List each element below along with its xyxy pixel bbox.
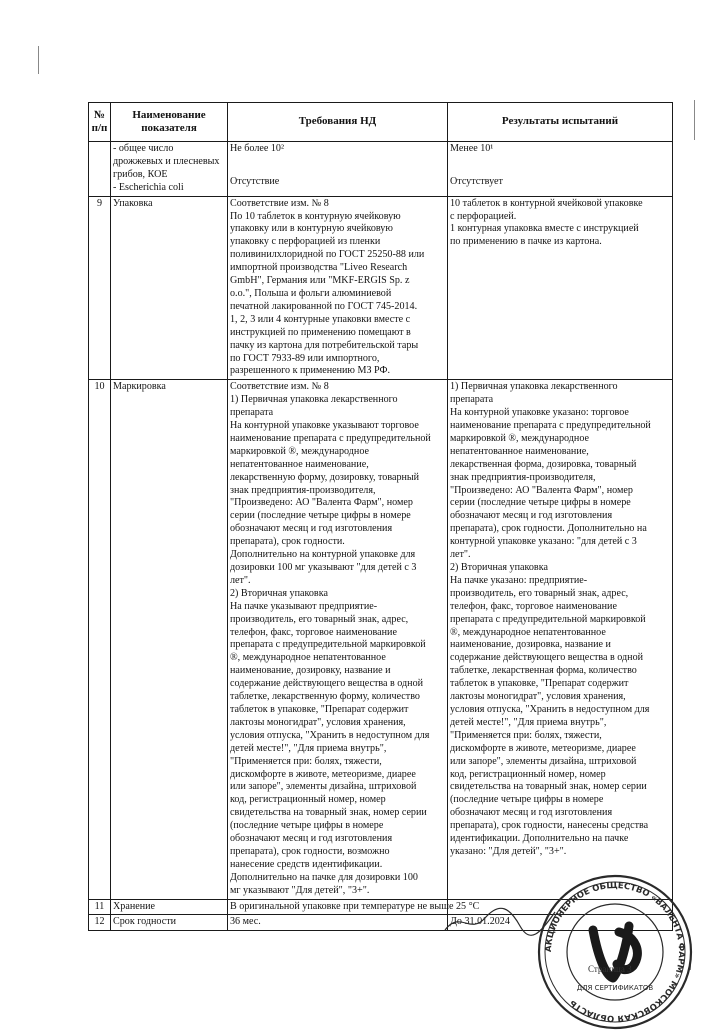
cell-line: наименование, дозировку, название и (230, 665, 391, 677)
indicator-name-cell (111, 196, 228, 380)
header-requirements: Требования НД (228, 103, 448, 142)
requirement-cell (228, 915, 448, 931)
cell-line: препарата с предупредительной маркировкой (450, 613, 646, 625)
cell-line: лактозы моногидрат", условия хранения, (230, 716, 406, 728)
cell-line: содержание действующего вещества в одной (450, 652, 644, 664)
cell-line: условия отпуска, "Хранить в недоступном для (230, 729, 430, 741)
cell-line: или запоре", элементы дизайна, штриховой (230, 781, 417, 793)
cell-line: "Произведено: АО "Валента Фарм", номер (450, 484, 633, 496)
table-body (89, 142, 673, 931)
cell-line: разрешенного к применению МЗ РФ. (230, 365, 390, 377)
row-number: 12 (89, 915, 111, 931)
cell-line: дрожжевых и плесневых (113, 155, 220, 167)
cell-line: "Применяется при: болях, тяжести, (230, 755, 382, 767)
cell-line: На контурной упаковке указывают торговое (230, 420, 419, 432)
cell-line: препарата с предупредительной маркировкой (230, 639, 426, 651)
cell-line: - общее число (113, 143, 174, 154)
cell-line: таблетке, лекарственная форма, количество (450, 665, 637, 677)
cell-line (230, 166, 445, 176)
requirement-cell (228, 142, 448, 197)
cell-line: свидетельства на товарный знак, номер серии (230, 807, 427, 819)
cell-line: наименование, дозировка, название и (450, 639, 611, 651)
row-number: 11 (89, 899, 111, 915)
cell-line: непатентованное наименование, (450, 445, 589, 457)
cell-line: серии (последние четыре цифры в номере (230, 510, 411, 522)
cell-line: условия отпуска, "Хранить в недоступном для (450, 703, 650, 715)
cell-line: обозначают месяц и год изготовления (230, 833, 393, 845)
cell-line: код, регистрационный номер, номер (230, 794, 386, 806)
cell-line: упаковку с перфорацией из пленки (230, 236, 381, 248)
page-label: Страница 3 (588, 964, 632, 974)
cell-line: препарата (450, 394, 494, 406)
cell-line: содержание действующего вещества в одной (230, 678, 424, 690)
indicator-name-cell (111, 915, 228, 931)
table-row (89, 196, 673, 380)
cell-line: детей месте!", "Для приема внутрь", (450, 716, 607, 728)
cell-line: Соответствие изм. № 8 (230, 197, 329, 209)
cell-line: код, регистрационный номер, номер (450, 768, 606, 780)
cell-line: лет". (230, 574, 251, 586)
table-row (89, 142, 673, 197)
cell-line: таблеток в упаковке, "Препарат содержит (230, 703, 409, 715)
cell-line: o.o.", Польша и фольги алюминиевой (230, 287, 392, 299)
cell-line: знак предприятия-производителя, (230, 484, 376, 496)
cell-line: препарата), срок годности. Дополнительно на (450, 523, 647, 535)
cell-line: серии (последние четыре цифры в номере (450, 497, 631, 509)
cell-line: нанесение средств идентификации. (230, 858, 383, 870)
cell-line (450, 156, 670, 166)
table-header-row (89, 103, 673, 142)
cell-line: дозировки 100 мг указывают "для детей с 3 (230, 562, 417, 573)
cell-line: Соответствие изм. № 8 (230, 381, 329, 393)
indicator-name-cell (111, 380, 228, 899)
cell-line: грибов, КОЕ (113, 168, 168, 180)
cell-line: 1) Первичная упаковка лекарственного (230, 394, 398, 406)
cell-line: мг указывают "Для детей", "3+". (230, 884, 370, 896)
cell-line: Дополнительно на контурной упаковке для (230, 549, 416, 561)
cell-line: Менее 10¹ (450, 143, 494, 154)
requirement-cell (228, 196, 448, 380)
cell-line: обозначают месяц и год изготовления (450, 807, 613, 819)
cell-line (230, 156, 445, 166)
cell-line: Маркировка (113, 381, 166, 393)
cell-line: инструкцией по применению помещают в (230, 326, 411, 338)
seal-inner-text: ДЛЯ СЕРТИФИКАТОВ (576, 984, 654, 992)
cell-line: "Применяется при: болях, тяжести, (450, 729, 602, 741)
cell-line: упаковку или в контурную ячейковую (230, 223, 393, 235)
cell-line: - Escherichia coli (113, 181, 184, 193)
cell-line: (последние четыре цифры в номере (230, 820, 384, 832)
cell-line: дискомфорте в животе, метеоризме, диарее (230, 768, 416, 780)
cell-line: Срок годности (113, 916, 177, 928)
cell-line: Хранение (113, 900, 155, 912)
cell-line: До 31.01.2024 (450, 916, 510, 928)
requirement-cell (228, 899, 480, 915)
header-results: Результаты испытаний (448, 103, 673, 142)
cell-line: лактозы моногидрат", условия хранения, (450, 691, 626, 703)
cell-line: таблеток в упаковке, "Препарат содержит (450, 678, 629, 690)
cell-line: пачку из картона для потребительской тары (230, 339, 419, 351)
cell-line: обозначают месяц и год изготовления (230, 523, 393, 535)
cell-line: 36 мес. (230, 916, 261, 928)
cell-line: Отсутствие (230, 175, 280, 187)
row-number: 10 (89, 380, 111, 899)
cell-line: По 10 таблеток в контурную ячейковую (230, 210, 401, 222)
cell-line: наименование препарата с предупредительной (450, 420, 651, 432)
header-num: № п/п (89, 103, 111, 142)
header-name: Наименование показателя (111, 103, 228, 142)
cell-line: ®, международное непатентованное (450, 626, 606, 638)
cell-line: наименование препарата с предупредительной (230, 432, 431, 444)
cell-line: импортной производства "Liveo Research (230, 262, 408, 274)
cell-line: препарата), срок годности, возможно (230, 845, 390, 857)
cell-line: телефон, факс, торговое наименование (450, 600, 617, 612)
cell-line: дискомфорте в животе, метеоризме, диарее (450, 742, 636, 754)
cell-line: "Произведено: АО "Валента Фарм", номер (230, 497, 413, 509)
cell-line: На пачке указано: предприятие- (450, 574, 588, 586)
cell-line: 2) Вторичная упаковка (450, 562, 548, 573)
indicator-name-cell (111, 142, 228, 197)
cell-line: Упаковка (113, 197, 153, 209)
indicator-name-cell (111, 899, 228, 915)
cell-line: по ГОСТ 7933-89 или импортного, (230, 352, 380, 364)
cell-line: лет". (450, 549, 471, 561)
cell-line: телефон, факс, торговое наименование (230, 626, 397, 638)
cell-line: лекарственную форму, дозировку, товарный (230, 471, 420, 483)
cell-line: препарата), срок годности, нанесены средства (450, 820, 649, 832)
cell-line: препарата (230, 407, 274, 419)
cell-line: непатентованное наименование, (230, 458, 369, 470)
cell-line: маркировкой ®, международное (230, 445, 369, 457)
scan-edge-mark (38, 46, 45, 74)
cell-line: 1) Первичная упаковка лекарственного (450, 381, 618, 393)
cell-line: поливинилхлоридной по ГОСТ 25250-88 или (230, 249, 425, 261)
result-cell (448, 142, 673, 197)
cell-line: На контурной упаковке указано: торговое (450, 407, 629, 419)
cell-line: В оригинальной упаковке при температуре не выше 25 °С (230, 900, 480, 912)
cell-line: 1 контурная упаковка вместе с инструкцией (450, 223, 639, 235)
cell-line: препарата), срок годности. (230, 536, 345, 548)
cell-line: (последние четыре цифры в номере (450, 794, 604, 806)
cell-line: контурной упаковке указано: "для детей с 3 (450, 536, 637, 548)
cell-line: таблетке, лекарственную форму, количество (230, 691, 420, 703)
cell-line: 1, 2, 3 или 4 контурные упаковки вместе с (230, 313, 411, 325)
cell-line: знак предприятия-производителя, (450, 471, 596, 483)
cell-line: идентификации. Дополнительно на пачке (450, 833, 629, 845)
result-cell (448, 196, 673, 380)
test-results-table (88, 102, 673, 931)
cell-line: по применению в пачке из картона. (450, 236, 602, 248)
cell-line: лекарственная форма, дозировка, товарный (450, 458, 637, 470)
cell-line: Не более 10² (230, 143, 284, 154)
cell-line: На пачке указывают предприятие- (230, 600, 378, 612)
cell-line: обозначают месяц и год изготовления (450, 510, 613, 522)
result-cell (448, 380, 673, 899)
cell-line (450, 166, 670, 176)
table-row (89, 380, 673, 899)
cell-line: печатной лакированной по ГОСТ 745-2014. (230, 300, 418, 312)
seal-ring-text: АКЦИОНЕРНОЕ ОБЩЕСТВО «ВАЛЕНТА ФАРМ» МОСКОВСКАЯ ОБЛАСТЬ (543, 880, 687, 1024)
cell-line: 10 таблеток в контурной ячейковой упаковке (450, 197, 643, 209)
cell-line: свидетельства на товарный знак, номер серии (450, 781, 647, 793)
cell-line: маркировкой ®, международное (450, 432, 589, 444)
scan-edge-mark (690, 100, 695, 140)
cell-line: детей месте!", "Для приема внутрь", (230, 742, 387, 754)
cell-line: Отсутствует (450, 175, 503, 187)
cell-line: указано: "Для детей", "3+". (450, 845, 567, 857)
row-number: 9 (89, 196, 111, 380)
requirement-cell (228, 380, 448, 899)
cell-line: 2) Вторичная упаковка (230, 587, 328, 599)
cell-line: Дополнительно на пачке для дозировки 100 (230, 871, 418, 883)
cell-line: ®, международное непатентованное (230, 652, 386, 664)
cell-line: или запоре", элементы дизайна, штриховой (450, 755, 637, 767)
row-number (89, 142, 111, 197)
cell-line: GmbH", Германия или "MKF-ERGIS Sp. z (230, 275, 410, 287)
cell-line: производитель, его товарный знак, адрес, (450, 587, 629, 599)
company-seal (535, 872, 695, 1032)
cell-line: производитель, его товарный знак, адрес, (230, 613, 409, 625)
cell-line: с перфорацией. (450, 210, 517, 222)
